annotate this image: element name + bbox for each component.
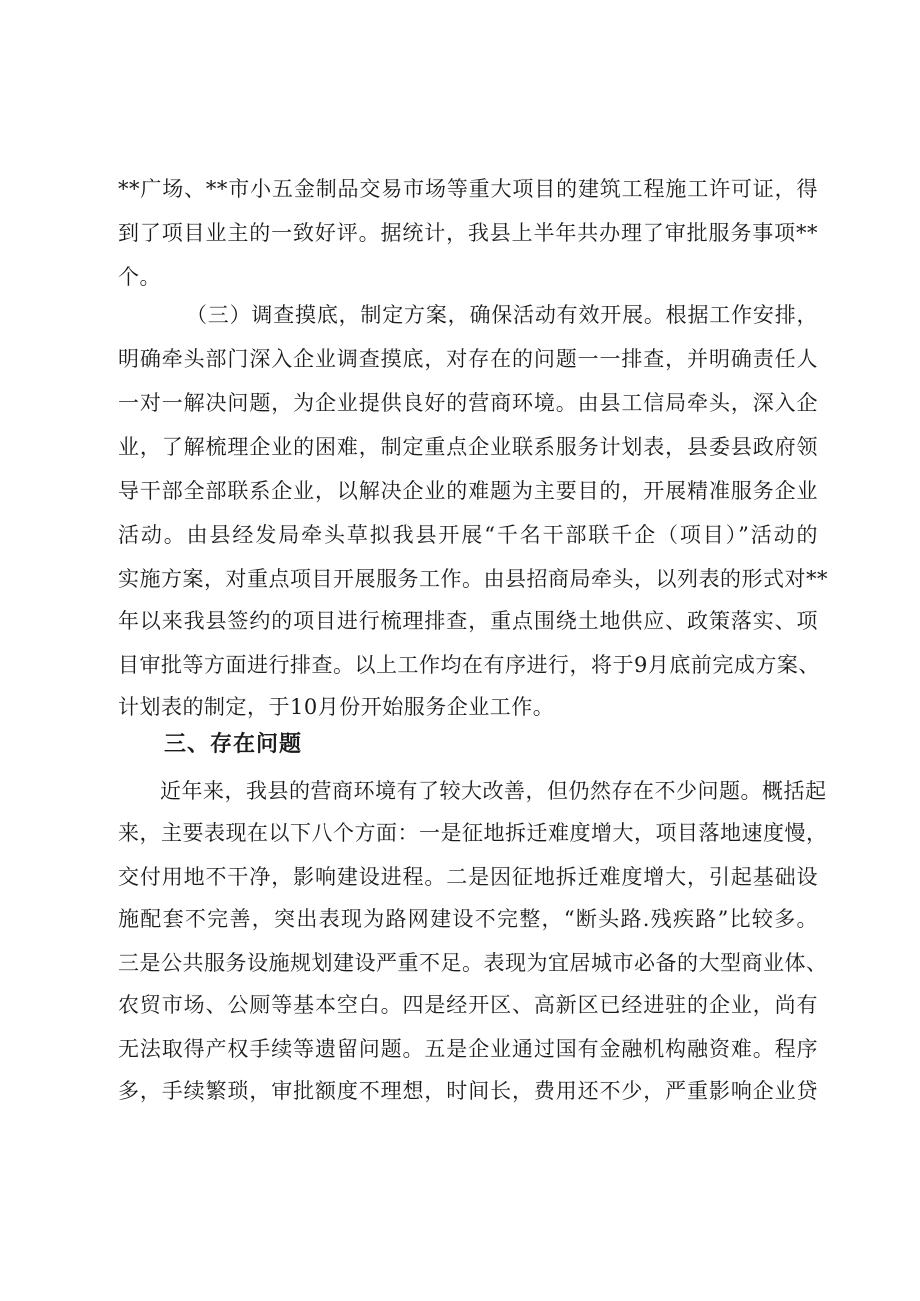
section-heading: 三、存在问题 (164, 732, 303, 757)
paragraph-line: （三）调查摸底，制定方案，确保活动有效开展。根据工作安排， (186, 303, 818, 327)
paragraph-line: **广场、**市小五金制品交易市场等重大项目的建筑工程施工许可证，得 (118, 177, 818, 201)
paragraph-line: 一对一解决问题，为企业提供良好的营商环境。由县工信局牵头，深入企 (118, 391, 818, 415)
paragraph-line: 明确牵头部门深入企业调查摸底，对存在的问题一一排查，并明确责任人 (118, 347, 818, 371)
paragraph-line: 无法取得产权手续等遗留问题。五是企业通过国有金融机构融资难。程序 (118, 1037, 818, 1061)
paragraph-line: 活动。由县经发局牵头草拟我县开展“千名干部联千企（项目）”活动的 (118, 523, 818, 547)
paragraph-line: 来，主要表现在以下八个方面：一是征地拆迁难度增大，项目落地速度慢， (118, 821, 828, 845)
paragraph-line: 业，了解梳理企业的困难，制定重点企业联系服务计划表，县委县政府领 (118, 435, 818, 459)
paragraph-line: 交付用地不干净，影响建设进程。二是因征地拆迁难度增大，引起基础设 (118, 865, 818, 889)
paragraph-line: 到了项目业主的一致好评。据统计，我县上半年共办理了审批服务事项** (118, 221, 818, 245)
paragraph-line: 导干部全部联系企业，以解决企业的难题为主要目的，开展精准服务企业 (118, 479, 818, 503)
paragraph-line: 目审批等方面进行排查。以上工作均在有序进行，将于9月底前完成方案、 (118, 653, 820, 677)
paragraph-line: 三是公共服务设施规划建设严重不足。表现为宜居城市必备的大型商业体、 (118, 951, 828, 975)
paragraph-line: 近年来，我县的营商环境有了较大改善，但仍然存在不少问题。概括起 (160, 779, 827, 803)
paragraph-line: 实施方案，对重点项目开展服务工作。由县招商局牵头，以列表的形式对** (118, 567, 828, 591)
paragraph-line: 农贸市场、公厕等基本空白。四是经开区、高新区已经进驻的企业，尚有 (118, 993, 818, 1017)
paragraph-line: 计划表的制定，于10月份开始服务企业工作。 (118, 695, 555, 719)
paragraph-line: 施配套不完善，突出表现为路网建设不完整，“断头路.残疾路”比较多。 (118, 907, 818, 931)
paragraph-line: 年以来我县签约的项目进行梳理排查，重点围绕土地供应、政策落实、项 (118, 609, 818, 633)
paragraph-line: 个。 (118, 265, 161, 289)
paragraph-line: 多，手续繁琐，审批额度不理想，时间长，费用还不少，严重影响企业贷 (118, 1079, 818, 1103)
